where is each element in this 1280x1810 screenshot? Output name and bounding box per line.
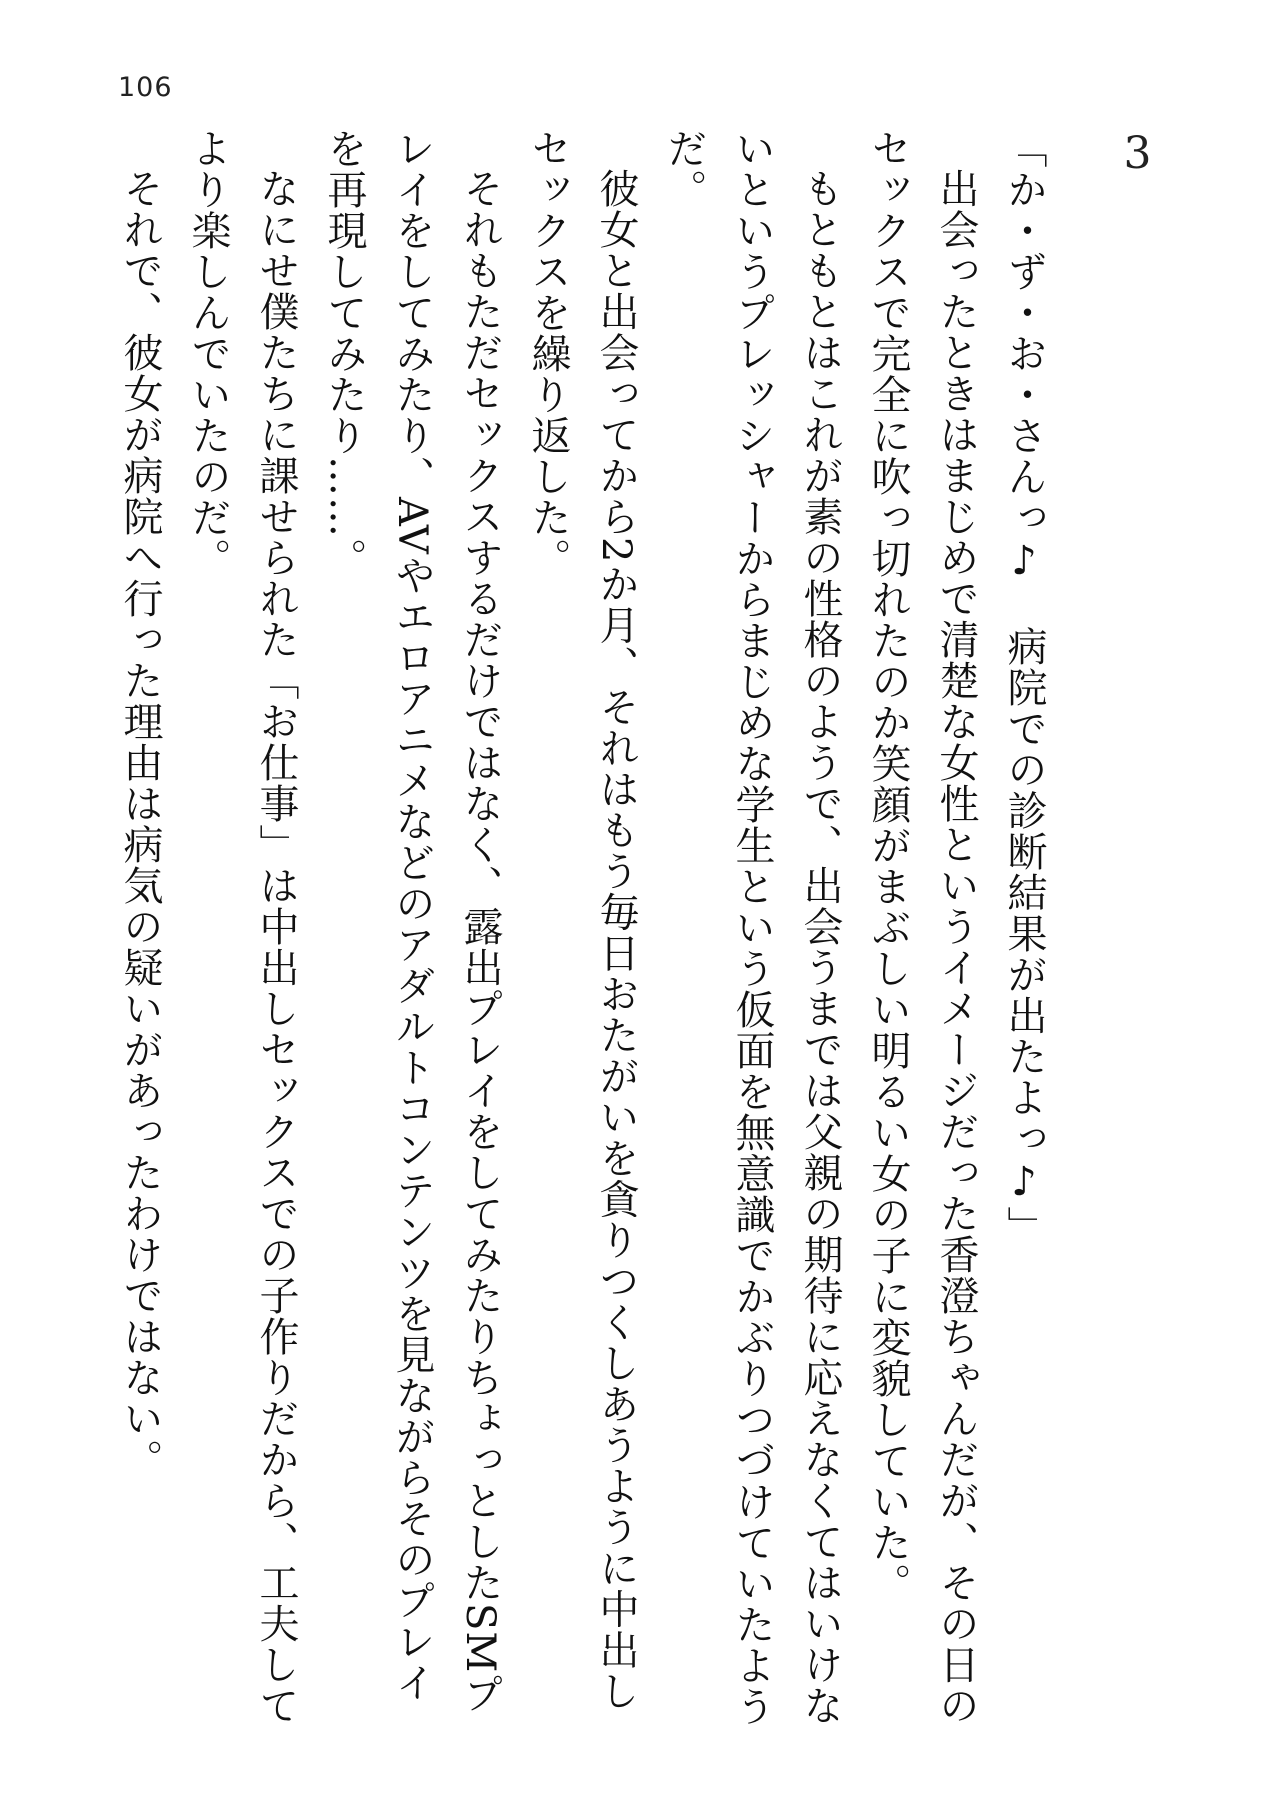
narration-paragraph: それもただセックスするだけではなく、露出プレイをしてみたりちょっとしたSMプレイをしてみたり、AVやエロアニメなどのアダルトコンテンツを見ながらそのプレイを再現してみたり……。 (321, 128, 503, 1715)
body-text (106, 128, 1162, 1728)
dialogue-paragraph: 「か・ず・お・さんっ♪ 病院での診断結果が出たよっ♪」 (1001, 128, 1047, 1247)
narration-paragraph: それで、彼女が病院へ行った理由は病気の疑いがあったわけではない。 (117, 168, 163, 1480)
narration-paragraph: 彼女と出会ってから2か月、それはもう毎日おたがいを貪りつくしあうように中出しセックスを繰り返した。 (525, 128, 639, 1712)
chapter-number: 3 (1112, 128, 1163, 179)
narration-paragraph: なにせ僕たちに課せられた「お仕事」は中出しセックスでの子作りだから、工夫してより楽しんでいたのだ。 (185, 128, 299, 1726)
narration-paragraph: もともとはこれが素の性格のようで、出会うまでは父親の期待に応えなくてはいけないというプレッシャーからまじめな学生という仮面を無意識でかぶりつづけていたようだ。 (661, 128, 843, 1727)
narration-paragraph: 出会ったときはまじめで清楚な女性というイメージだった香澄ちゃんだが、その日のセックスで完全に吹っ切れたのか笑顔がまぶしい明るい女の子に変貌していた。 (865, 128, 979, 1726)
page-number: 106 (118, 72, 173, 103)
